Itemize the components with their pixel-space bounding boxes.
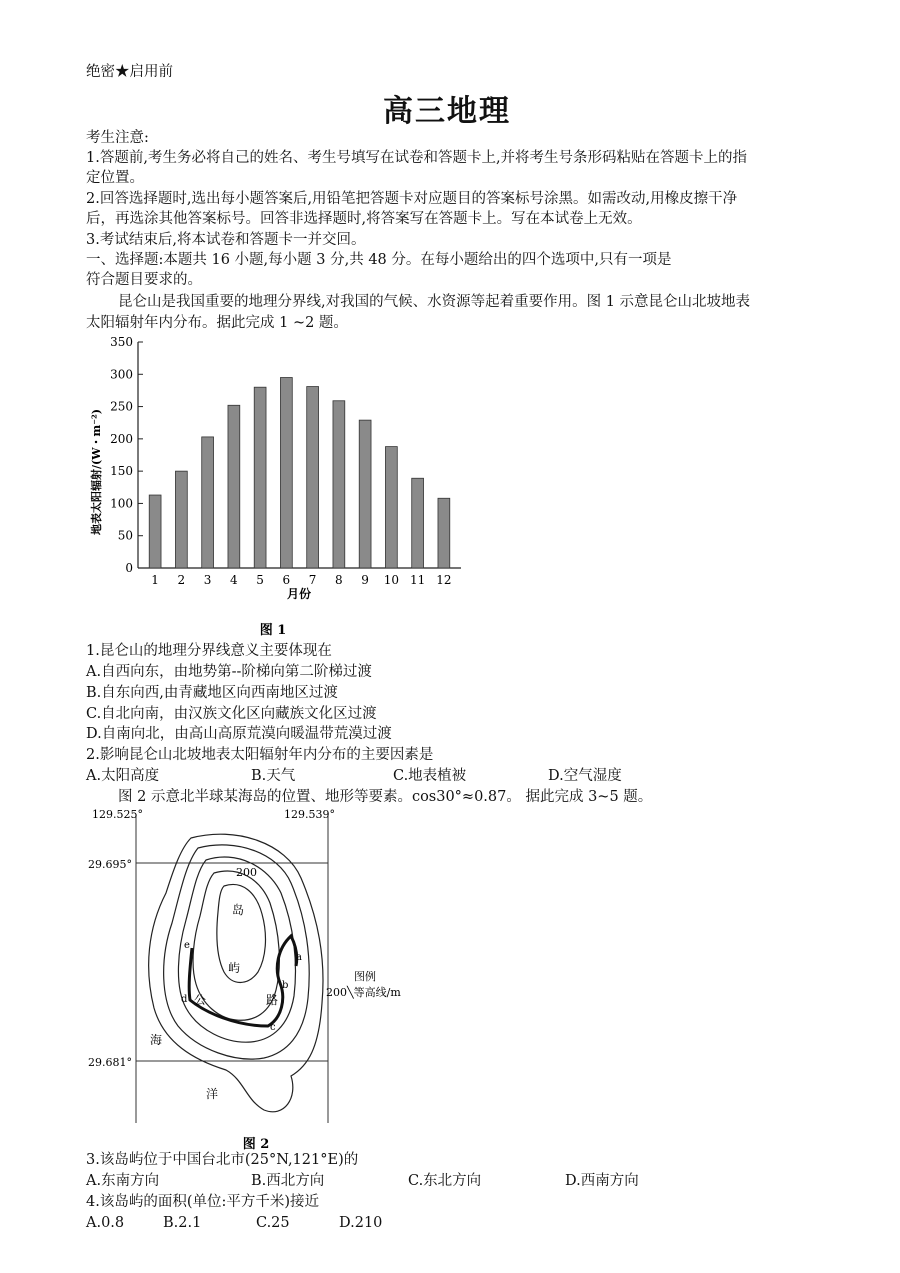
chart-x-tick-label: 10: [383, 573, 400, 587]
section-intro: 一、选择题:本题共 16 小题,每小题 3 分,共 48 分。在每小题给出的四个选项中,只有一项是: [86, 252, 672, 268]
question-1-option-b: B.自东向西,由青藏地区向西南地区过渡: [86, 685, 338, 701]
chart-x-tick-label: 12: [436, 573, 452, 587]
sea-label-char: 海: [150, 1033, 163, 1047]
question-2-option-d: D.空气湿度: [548, 768, 622, 784]
island-label-char: 岛: [232, 903, 245, 917]
chart-x-tick-label: 6: [282, 573, 291, 587]
question-4-stem: 4.该岛屿的面积(单位:平方千米)接近: [86, 1194, 320, 1210]
lon-label-west: 129.525°: [92, 808, 143, 821]
chart-x-tick-label: 11: [409, 573, 426, 587]
question-1-stem: 1.昆仑山的地理分界线意义主要体现在: [86, 643, 332, 659]
contour-line-200: [217, 884, 266, 982]
chart-y-tick-label: 200: [110, 431, 133, 446]
question-2-option-b: B.天气: [251, 768, 296, 784]
chart-bar: [385, 447, 397, 568]
notice-line: 1.答题前,考生务必将自己的姓名、考生号填写在试卷和答题卡上,并将考生号条形码粘贴在答题卡上的指: [86, 150, 748, 166]
point-label-a: a: [296, 952, 302, 963]
chart-y-tick-label: 100: [110, 496, 133, 511]
question-3-option-b: B.西北方向: [251, 1173, 325, 1189]
lat-label-south: 29.681°: [88, 1056, 132, 1069]
question-1-option-c: C.自北向南，由汉族文化区向藏族文化区过渡: [86, 706, 377, 722]
road-label-char: 路: [266, 993, 279, 1007]
chart-y-tick-label: 300: [110, 367, 133, 382]
chart-bar: [412, 478, 424, 568]
chart-x-tick-label: 5: [256, 573, 264, 587]
question-3-option-a: A.东南方向: [86, 1173, 160, 1189]
lon-label-east: 129.539°: [284, 808, 335, 821]
question-2-stem: 2.影响昆仑山北坡地表太阳辐射年内分布的主要因素是: [86, 747, 434, 763]
chart-bar: [359, 420, 371, 568]
chart-x-tick-label: 4: [230, 573, 238, 587]
chart-bar: [333, 401, 345, 568]
notice-line: 2.回答选择题时,选出每小题答案后,用铅笔把答题卡对应题目的答案标号涂黑。如需改动,用橡皮擦干净: [86, 191, 738, 207]
question-3-stem: 3.该岛屿位于中国台北市(25°N,121°E)的: [86, 1152, 359, 1168]
chart-y-tick-label: 250: [110, 399, 133, 414]
chart-bars: [149, 378, 450, 568]
passage-text: 图 2 示意北半球某海岛的位置、地形等要素。cos30°≈0.87。 据此完成 3~5 题。: [118, 789, 653, 805]
contour-value-label: 200: [236, 866, 257, 879]
chart-y-tick-label: 350: [110, 335, 133, 349]
question-3-option-c: C.东北方向: [408, 1173, 482, 1189]
notice-heading: 考生注意:: [86, 130, 149, 146]
question-4-option-b: B.2.1: [163, 1215, 202, 1231]
lat-label-north: 29.695°: [88, 858, 132, 871]
chart-x-tick-label: 9: [361, 573, 369, 587]
notice-line: 后，再选涂其他答案标号。回答非选择题时,将答案写在答题卡上。写在本试卷上无效。: [86, 211, 642, 227]
chart-y-tick-label: 150: [110, 464, 133, 479]
sea-label-char: 洋: [206, 1087, 219, 1101]
road-label-char: 公: [194, 993, 207, 1007]
point-label-d: d: [181, 994, 188, 1005]
chart-x-ticks: [151, 573, 451, 587]
section-intro: 符合题目要求的。: [86, 272, 202, 288]
legend-title: 图例: [354, 970, 376, 983]
chart-bar: [149, 495, 161, 568]
question-3-option-d: D.西南方向: [565, 1173, 639, 1189]
question-4-option-d: D.210: [339, 1215, 383, 1231]
notice-line: 3.考试结束后,将本试卷和答题卡一并交回。: [86, 232, 366, 248]
chart-x-tick-label: 3: [203, 573, 212, 587]
question-1-option-d: D.自南向北，由高山高原荒漠向暖温带荒漠过渡: [86, 726, 392, 742]
chart-x-tick-label: 1: [151, 573, 159, 587]
solar-radiation-bar-chart: [86, 332, 486, 644]
confidential-label: 绝密★启用前: [86, 64, 173, 80]
point-label-b: b: [282, 980, 289, 991]
passage-text: 太阳辐射年内分布。据此完成 1 ~2 题。: [86, 315, 348, 331]
chart-bar: [254, 387, 266, 568]
question-4-option-c: C.25: [256, 1215, 290, 1231]
chart-bar: [202, 437, 214, 568]
question-4-option-a: A.0.8: [86, 1215, 125, 1231]
chart-bar: [438, 498, 450, 568]
chart-bar: [228, 405, 240, 568]
chart-y-label: 地表太阳辐射/(W・m⁻²): [90, 408, 103, 536]
page-title: 高三地理: [383, 94, 511, 129]
island-topographic-map: [86, 808, 466, 1153]
notice-line: 定位置。: [86, 170, 144, 186]
chart-bar: [307, 387, 319, 568]
chart-x-tick-label: 8: [335, 573, 343, 587]
question-2-option-c: C.地表植被: [393, 768, 467, 784]
question-1-option-a: A.自西向东，由地势第--阶梯向第二阶梯过渡: [86, 664, 372, 680]
chart-x-tick-label: 7: [308, 573, 317, 587]
chart-y-tick-label: 0: [125, 561, 133, 575]
point-label-e: e: [184, 940, 190, 951]
road: [189, 936, 297, 1026]
passage-text: 昆仑山是我国重要的地理分界线,对我国的气候、水资源等起着重要作用。图 1 示意昆仑山北坡地表: [118, 294, 751, 310]
chart-bar: [280, 378, 292, 568]
map-caption: 图 2: [242, 1137, 270, 1152]
island-label-char: 屿: [228, 961, 241, 975]
question-2-option-a: A.太阳高度: [86, 768, 160, 784]
legend-item: 200╲等高线/m: [326, 986, 401, 999]
chart-x-label: 月份: [286, 587, 312, 601]
chart-x-tick-label: 2: [177, 573, 186, 587]
point-label-c: c: [270, 1022, 276, 1033]
chart-bar: [175, 471, 187, 568]
chart-title: 图 1: [259, 623, 287, 638]
chart-y-tick-label: 50: [117, 528, 133, 543]
